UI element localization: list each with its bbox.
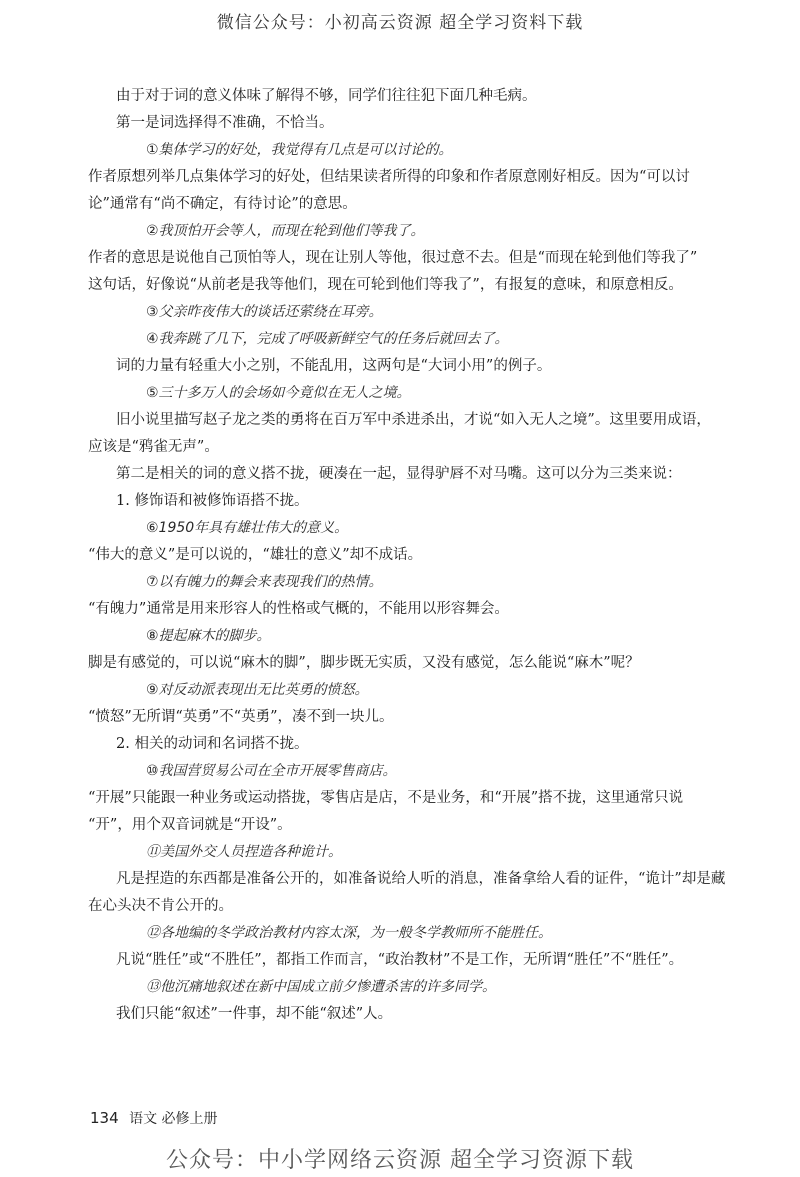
body-text-line: 作者的意思是说他自己顶怕等人，现在让别人等他，很过意不去。但是“而现在轮到他们等我了” <box>88 250 698 266</box>
body-text-line: 由于对于词的意义体味了解得不够，同学们往往犯下面几种毛病。 <box>116 88 537 104</box>
body-text-line: “愤怒”无所谓“英勇”不“英勇”，凑不到一块儿。 <box>88 709 394 725</box>
body-text-line: 词的力量有轻重大小之别，不能乱用，这两句是“大词小用”的例子。 <box>116 358 552 374</box>
body-text-line: 凡说“胜任”或“不胜任”，都指工作而言，“政治教材”不是工作，无所谓“胜任”不“胜任”。 <box>116 952 684 968</box>
example-sentence: ③父亲昨夜伟大的谈话还萦绕在耳旁。 <box>146 304 383 320</box>
body-text-line: “开展”只能跟一种业务或运动搭拢，零售店是店，不是业务，和“开展”搭不拢，这里通常只说 <box>88 790 684 806</box>
body-text-line: 作者原想列举几点集体学习的好处，但结果读者所得的印象和作者原意刚好相反。因为“可以讨 <box>88 169 690 185</box>
body-text-line: “开”，用个双音词就是“开设”。 <box>88 817 292 833</box>
body-text-line: 第一是词选择得不准确，不恰当。 <box>116 115 334 131</box>
book-title: 语文 必修上册 <box>129 1111 218 1127</box>
body-text-line: “伟大的意义”是可以说的，“雄壮的意义”却不成话。 <box>88 547 423 563</box>
example-sentence: ⑧提起麻木的脚步。 <box>146 628 271 644</box>
body-text-line: 论”通常有“尚不确定，有待讨论”的意思。 <box>88 196 357 212</box>
page-footer <box>90 1108 218 1128</box>
body-text-line: 脚是有感觉的，可以说“麻木的脚”，脚步既无实质，又没有感觉，怎么能说“麻木”呢？ <box>88 655 640 671</box>
body-text-line: 凡是捏造的东西都是准备公开的，如准备说给人听的消息，准备拿给人看的证件，“诡计”却是藏 <box>116 871 726 887</box>
body-text-line: 旧小说里描写赵子龙之类的勇将在百万军中杀进杀出，才说“如入无人之境”。这里要用成语， <box>116 412 711 428</box>
example-sentence: ⑨对反动派表现出无比英勇的愤怒。 <box>146 682 369 698</box>
body-text-line: 在心头决不肯公开的。 <box>88 898 233 914</box>
body-text-line: 1. 修饰语和被修饰语搭不拢。 <box>116 493 309 509</box>
page-number: 134 <box>90 1109 119 1127</box>
bottom-watermark-banner: 公众号：中小学网络云资源 超全学习资源下载 <box>166 1148 634 1173</box>
body-text-line: 第二是相关的词的意义搭不拢，硬凑在一起，显得驴唇不对马嘴。这可以分为三类来说： <box>116 466 682 482</box>
top-watermark-banner: 微信公众号：小初高云资源 超全学习资料下载 <box>216 13 584 33</box>
example-sentence: ⑬他沉痛地叙述在新中国成立前夕惨遭杀害的许多同学。 <box>146 979 496 995</box>
example-sentence: ⑦以有魄力的舞会来表现我们的热情。 <box>146 574 383 590</box>
page-body <box>88 86 756 1031</box>
body-text-line: 我们只能“叙述”一件事，却不能“叙述”人。 <box>116 1006 393 1022</box>
example-sentence: ⑥1950年具有雄壮伟大的意义。 <box>146 520 349 536</box>
example-sentence: ⑫各地编的冬学政治教材内容太深，为一般冬学教师所不能胜任。 <box>146 925 552 941</box>
body-text-line: 这句话，好像说“从前老是我等他们，现在可轮到他们等我了”，有报复的意味，和原意相反。 <box>88 277 683 293</box>
body-text-line: 2. 相关的动词和名词搭不拢。 <box>116 736 309 752</box>
example-sentence: ⑪美国外交人员捏造各种诡计。 <box>146 844 342 860</box>
example-sentence: ①集体学习的好处，我觉得有几点是可以讨论的。 <box>146 142 453 158</box>
example-sentence: ⑩我国营贸易公司在全市开展零售商店。 <box>146 763 397 779</box>
body-text-line: “有魄力”通常是用来形容人的性格或气概的，不能用以形容舞会。 <box>88 601 509 617</box>
body-text-line: 应该是“鸦雀无声”。 <box>88 439 219 455</box>
example-sentence: ④我奔跳了几下，完成了呼吸新鲜空气的任务后就回去了。 <box>146 331 509 347</box>
example-sentence: ⑤三十多万人的会场如今竟似在无人之境。 <box>146 385 411 401</box>
example-sentence: ②我顶怕开会等人，而现在轮到他们等我了。 <box>146 223 425 239</box>
